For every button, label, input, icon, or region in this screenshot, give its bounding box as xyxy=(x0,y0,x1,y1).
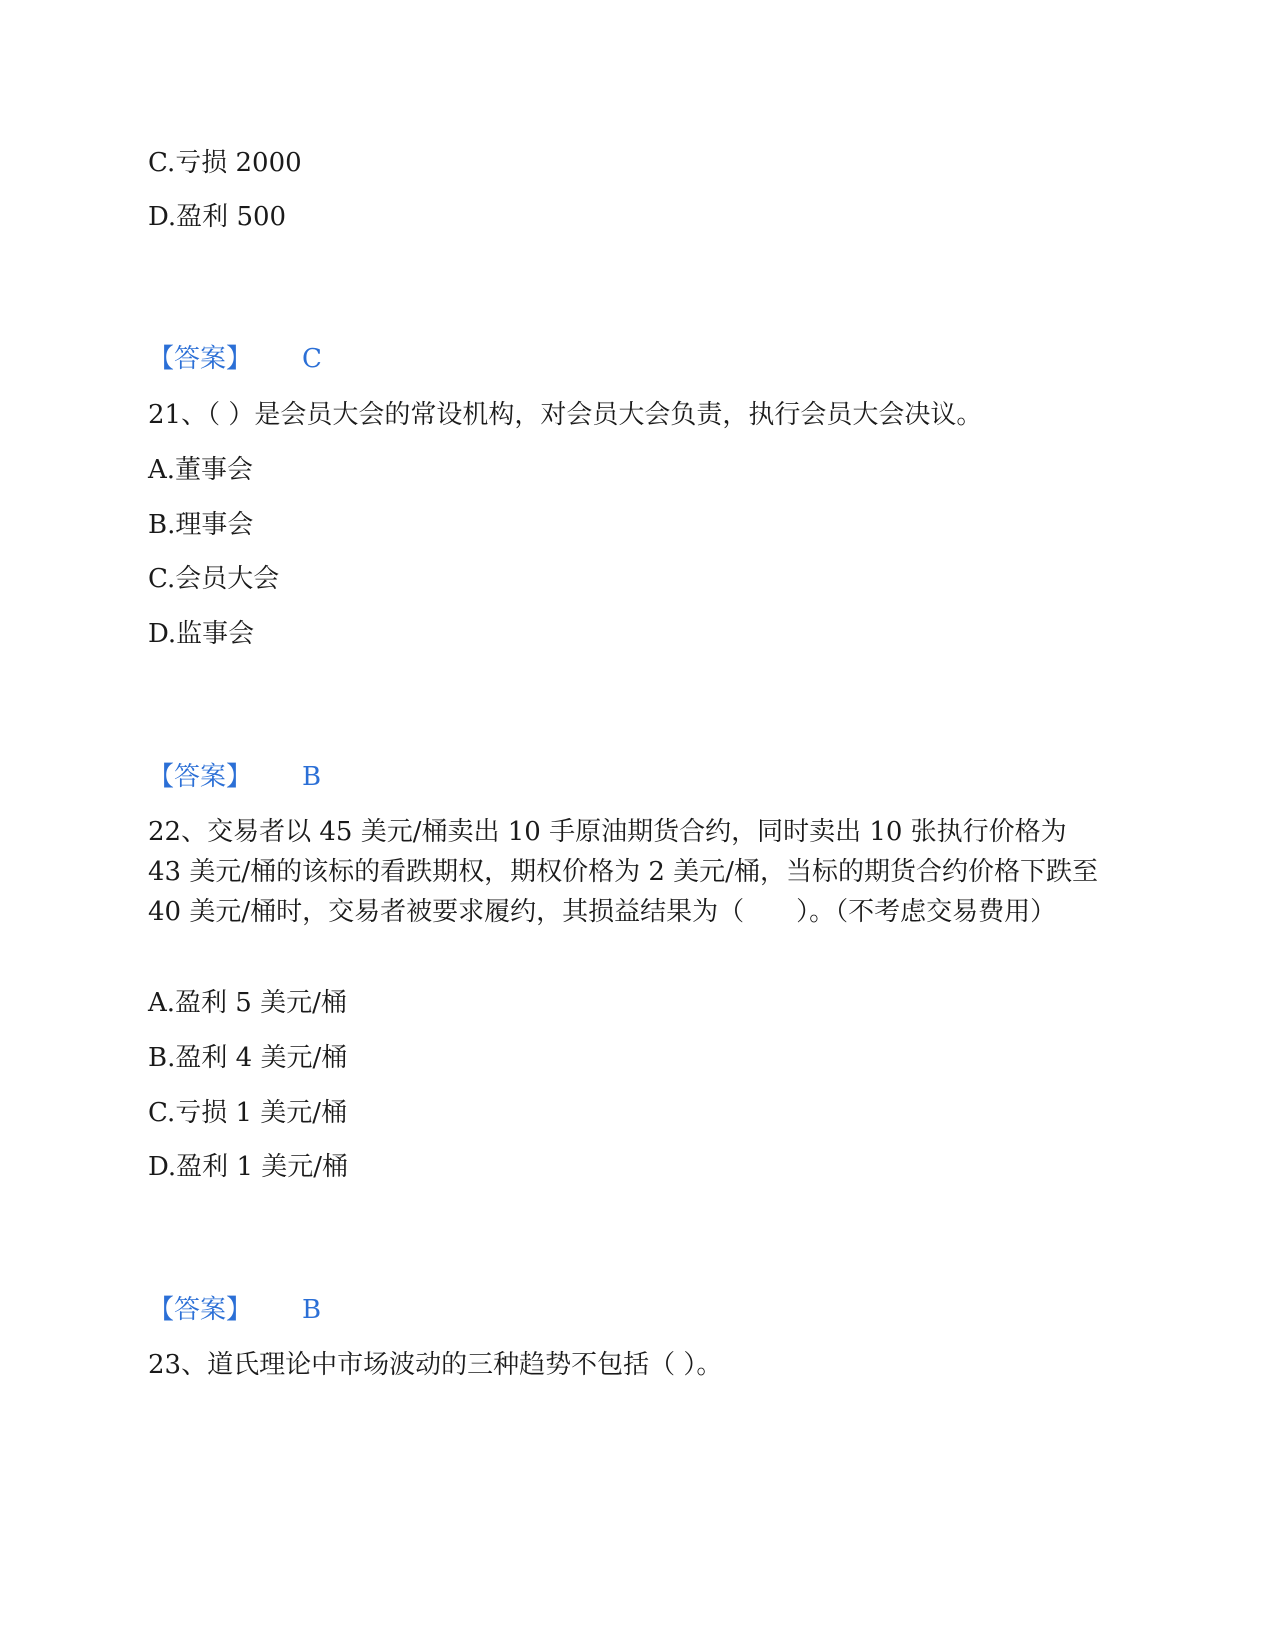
option-a: A.董事会 xyxy=(148,455,254,485)
question-stem: 21、（ ）是会员大会的常设机构，对会员大会负责，执行会员大会决议。 xyxy=(148,400,983,430)
option-c: C.亏损 2000 xyxy=(148,148,302,178)
question-stem: 23、道氏理论中市场波动的三种趋势不包括（ ）。 xyxy=(148,1350,723,1380)
option-d: D.监事会 xyxy=(148,619,255,649)
answer-line xyxy=(148,339,322,379)
option-b: B.理事会 xyxy=(148,510,254,540)
option-c: C.亏损 1 美元/桶 xyxy=(148,1098,348,1128)
answer-label: 【答案】 xyxy=(148,1295,253,1325)
answer-line xyxy=(148,757,321,797)
answer-label: 【答案】 xyxy=(148,344,253,374)
option-d: D.盈利 1 美元/桶 xyxy=(148,1152,349,1182)
option-c: C.会员大会 xyxy=(148,564,280,594)
answer-value: B xyxy=(302,762,322,792)
option-a: A.盈利 5 美元/桶 xyxy=(148,988,347,1018)
option-d: D.盈利 500 xyxy=(148,202,287,232)
answer-value: C xyxy=(302,344,322,374)
answer-value: B xyxy=(302,1295,322,1325)
question-stem: 22、交易者以 45 美元/桶卖出 10 手原油期货合约，同时卖出 10 张执行价格为 43 美元/桶的该标的看跌期权，期权价格为 2 美元/桶，当标的期货合约价格下跌至 40 美元/桶时，交易者被要求履约，其损益结果为（ ）。（不考虑交易费用） xyxy=(148,817,1098,927)
answer-label: 【答案】 xyxy=(148,762,253,792)
answer-line xyxy=(148,1290,321,1330)
option-b: B.盈利 4 美元/桶 xyxy=(148,1043,348,1073)
